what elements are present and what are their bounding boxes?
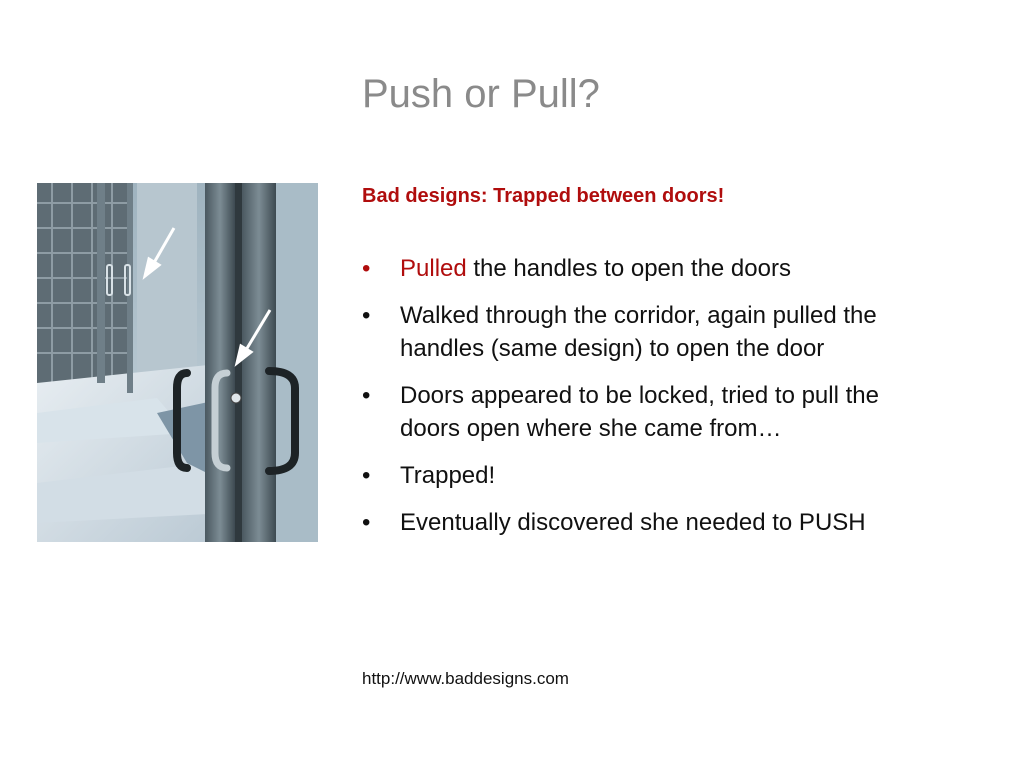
slide-subtitle: Bad designs: Trapped between doors! xyxy=(362,185,725,207)
bullet-symbol: • xyxy=(362,255,371,282)
bullet-symbol: • xyxy=(362,509,371,536)
bullet-item xyxy=(362,379,942,445)
bullet-text: the handles to open the doors xyxy=(466,255,791,282)
bullet-item xyxy=(362,252,942,285)
source-link[interactable]: http://www.baddesigns.com xyxy=(362,669,569,688)
slide-title: Push or Pull? xyxy=(362,72,600,116)
bullet-symbol: • xyxy=(362,462,371,489)
bullet-text: Eventually discovered she needed to PUSH xyxy=(400,509,866,536)
glass-door-photo xyxy=(37,183,318,542)
bullet-item xyxy=(362,299,942,365)
bullet-text: Walked through the corridor, again pulled the handles (same design) to open the door xyxy=(400,302,877,362)
bullet-item xyxy=(362,459,942,492)
bullet-symbol: • xyxy=(362,302,371,329)
bullet-item xyxy=(362,506,942,539)
bullet-emphasis: Pulled xyxy=(400,255,467,282)
bullet-text: Doors appeared to be locked, tried to pull the doors open where she came from… xyxy=(400,382,879,442)
bullet-list xyxy=(362,252,942,553)
bullet-symbol: • xyxy=(362,382,371,409)
bullet-text: Trapped! xyxy=(400,462,496,489)
